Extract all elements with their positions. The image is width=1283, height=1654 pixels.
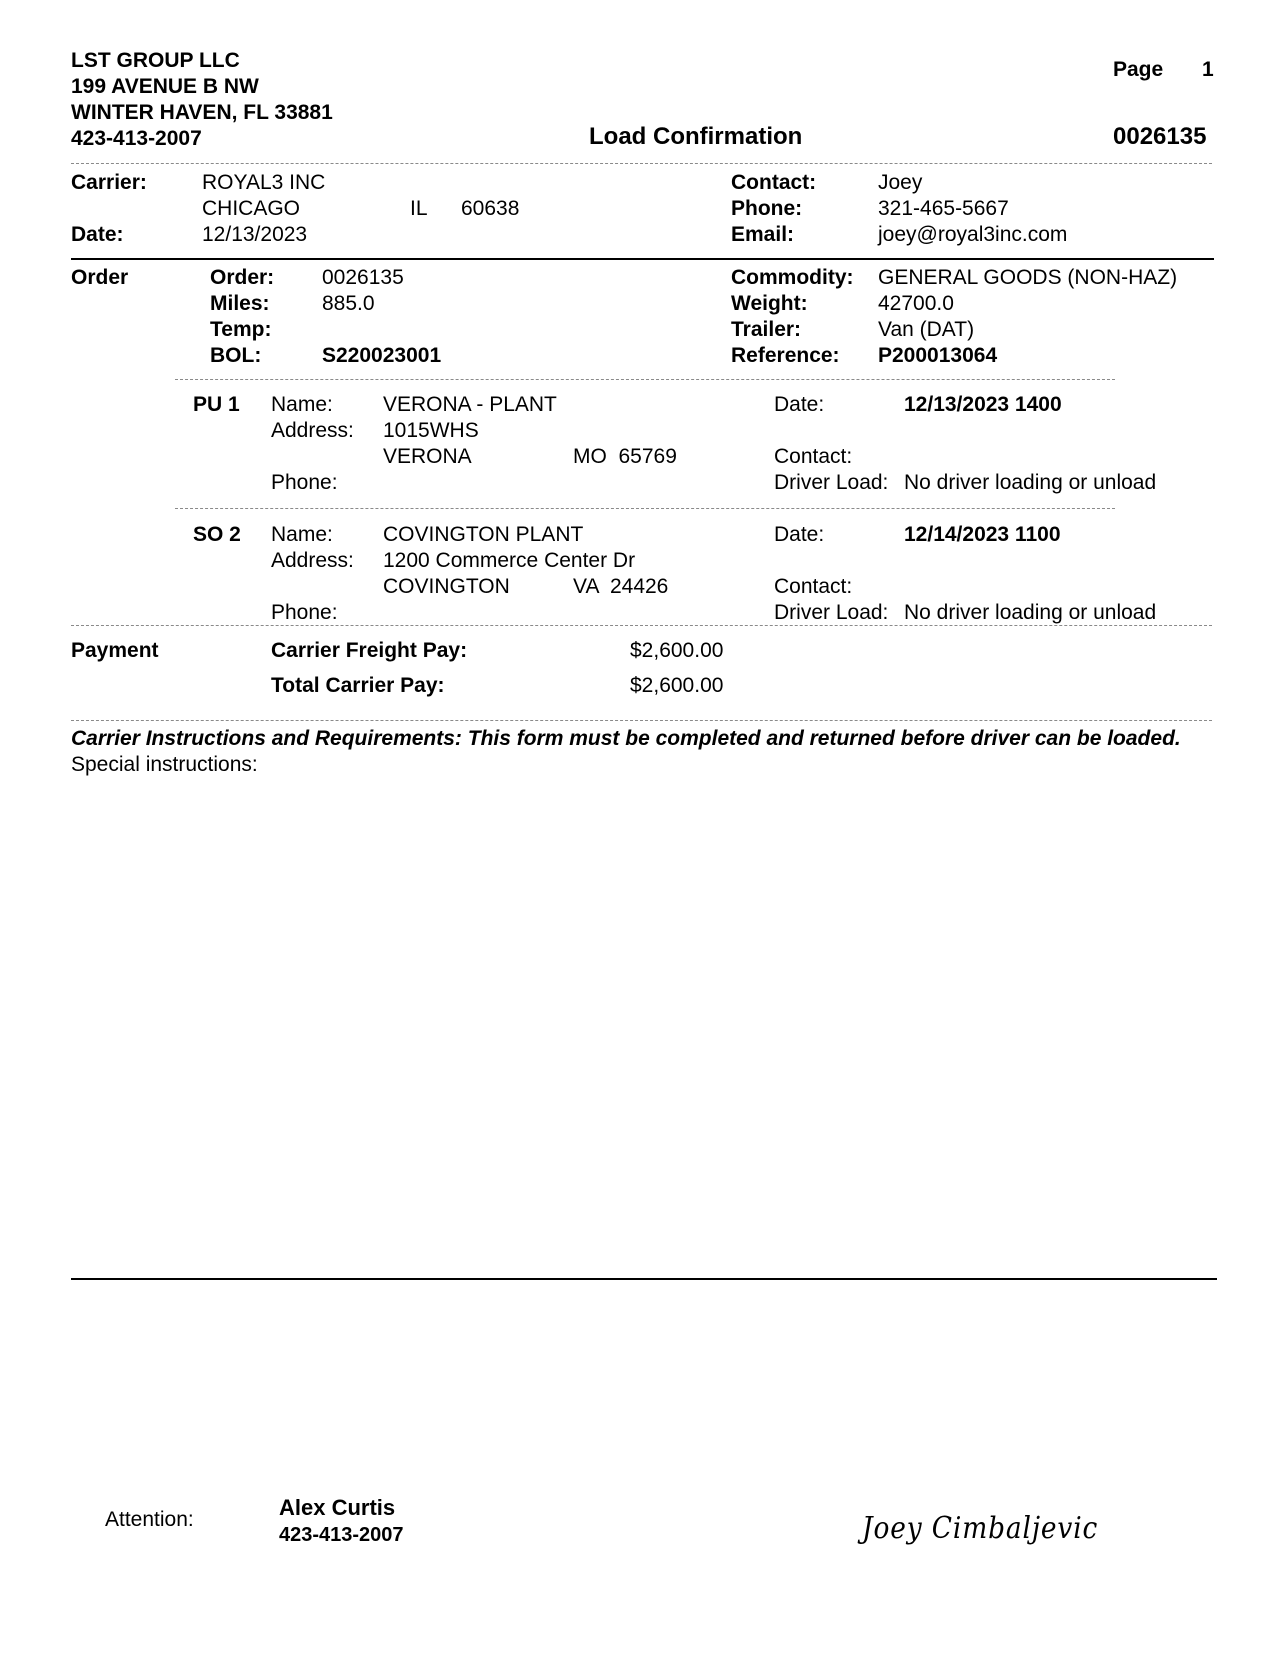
payment-section-label: Payment [71, 639, 159, 662]
stop-2-driver-load-label: Driver Load: [774, 601, 889, 624]
contact-value: Joey [878, 171, 923, 194]
stop-2-contact-label: Contact: [774, 575, 853, 598]
stop-1-state-zip: MO 65769 [573, 445, 677, 468]
stop-1-date: 12/13/2023 1400 [904, 393, 1062, 416]
header-divider [71, 163, 1212, 164]
carrier-date: 12/13/2023 [202, 223, 308, 246]
stop-1-phone-label: Phone: [271, 471, 338, 494]
order-divider [175, 379, 1115, 380]
stop-2-name: COVINGTON PLANT [383, 523, 584, 546]
stop-1-driver-load: No driver loading or unload [904, 471, 1157, 494]
stop-2-state-zip: VA 24426 [573, 575, 669, 598]
freight-pay-value: $2,600.00 [630, 639, 724, 662]
trailer-value: Van (DAT) [878, 318, 975, 341]
phone-value: 321-465-5667 [878, 197, 1009, 220]
carrier-state: IL [410, 197, 428, 220]
stop-1-address: 1015WHS [383, 419, 479, 442]
temp-label: Temp: [210, 318, 272, 341]
carrier-divider [71, 258, 1214, 260]
commodity-value: GENERAL GOODS (NON-HAZ) [878, 266, 1178, 289]
miles-label: Miles: [210, 292, 270, 315]
company-name: LST GROUP LLC [71, 49, 240, 72]
weight-value: 42700.0 [878, 292, 954, 315]
stop-1-name-label: Name: [271, 393, 333, 416]
stop-1-address-label: Address: [271, 419, 354, 442]
stop-1-city: VERONA [383, 445, 472, 468]
trailer-label: Trailer: [731, 318, 802, 341]
carrier-city: CHICAGO [202, 197, 301, 220]
stop-2-address-label: Address: [271, 549, 354, 572]
commodity-label: Commodity: [731, 266, 854, 289]
stop-1-date-label: Date: [774, 393, 825, 416]
carrier-zip: 60638 [461, 197, 520, 220]
carrier-date-label: Date: [71, 223, 124, 246]
payment-divider [71, 720, 1212, 721]
carrier-label: Carrier: [71, 171, 147, 194]
company-phone: 423-413-2007 [71, 127, 202, 150]
bol-label: BOL: [210, 344, 262, 367]
miles-value: 885.0 [322, 292, 375, 315]
carrier-name: ROYAL3 INC [202, 171, 326, 194]
attention-name: Alex Curtis [279, 1495, 396, 1520]
document-title: Load Confirmation [589, 123, 803, 150]
instructions-heading: Carrier Instructions and Requirements: This form must be completed and returned before driver can be loaded. [71, 727, 1181, 750]
freight-pay-label: Carrier Freight Pay: [271, 639, 468, 662]
order-label: Order: [210, 266, 275, 289]
stop-2-date: 12/14/2023 1100 [904, 523, 1061, 546]
attention-label: Attention: [105, 1508, 194, 1531]
email-value[interactable]: joey@royal3inc.com [878, 223, 1068, 246]
stop-2-driver-load: No driver loading or unload [904, 601, 1157, 624]
document-number: 0026135 [1113, 123, 1207, 150]
stop-2-city: COVINGTON [383, 575, 510, 598]
signature-rule [71, 1278, 1217, 1280]
phone-label: Phone: [731, 197, 803, 220]
page-number: 1 [1202, 58, 1214, 81]
email-label: Email: [731, 223, 795, 246]
stop-2-name-label: Name: [271, 523, 333, 546]
order-value: 0026135 [322, 266, 404, 289]
signature: Joey Cimbaljevic [862, 1511, 1099, 1546]
special-instructions-label: Special instructions: [71, 753, 258, 776]
order-section-label: Order [71, 266, 129, 289]
bol-value: S220023001 [322, 344, 442, 367]
attention-phone: 423-413-2007 [279, 1524, 404, 1546]
stop-2-phone-label: Phone: [271, 601, 338, 624]
reference-label: Reference: [731, 344, 840, 367]
total-pay-label: Total Carrier Pay: [271, 674, 445, 697]
contact-label: Contact: [731, 171, 817, 194]
stop-1-driver-load-label: Driver Load: [774, 471, 889, 494]
page-label: Page [1113, 58, 1164, 81]
stop-1-contact-label: Contact: [774, 445, 853, 468]
weight-label: Weight: [731, 292, 808, 315]
stop-2-address: 1200 Commerce Center Dr [383, 549, 636, 572]
total-pay-value: $2,600.00 [630, 674, 724, 697]
stop-1-name: VERONA - PLANT [383, 393, 557, 416]
stop-divider [175, 508, 1115, 509]
company-address: 199 AVENUE B NW [71, 75, 259, 98]
company-city-state-zip: WINTER HAVEN, FL 33881 [71, 101, 333, 124]
stop-1-code: PU 1 [193, 393, 240, 416]
stops-divider [71, 625, 1212, 626]
stop-2-date-label: Date: [774, 523, 825, 546]
reference-value: P200013064 [878, 344, 998, 367]
stop-2-code: SO 2 [193, 523, 241, 546]
